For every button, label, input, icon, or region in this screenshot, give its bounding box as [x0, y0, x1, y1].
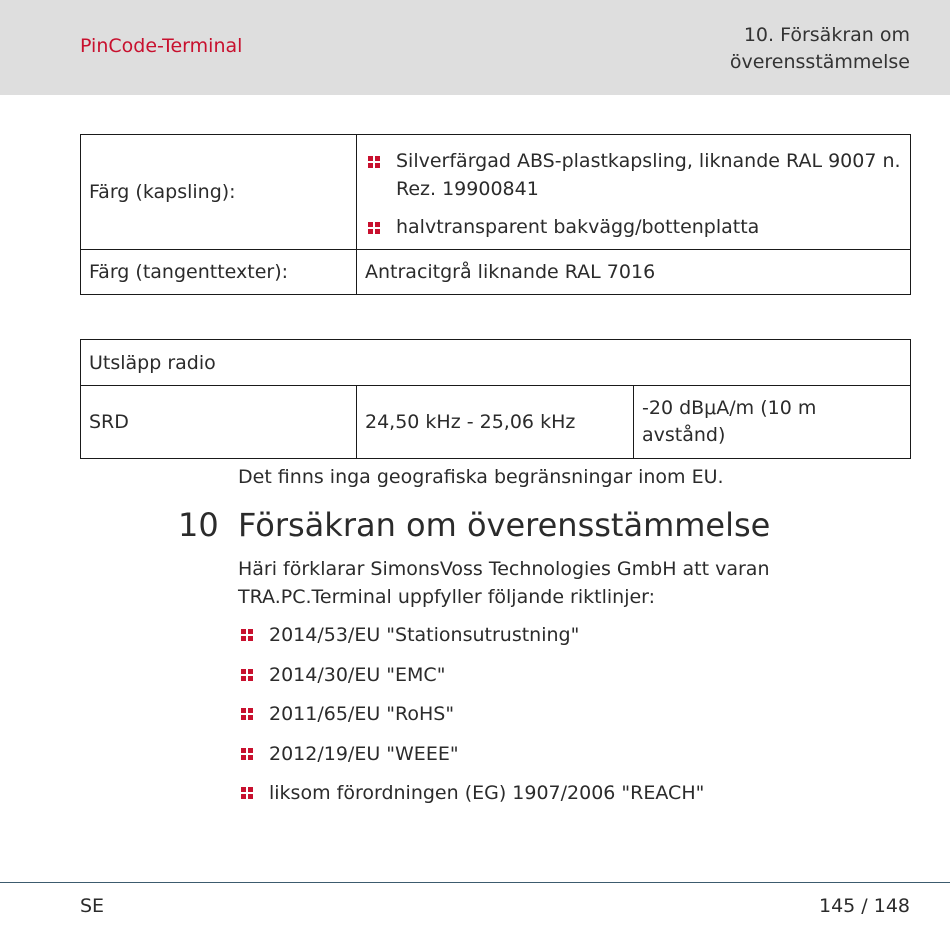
- section-title-line-2: överensstämmelse: [729, 51, 910, 73]
- directive-text: liksom förordningen (EG) 1907/2006 "REACH": [269, 782, 705, 804]
- spec-bullet-list: [365, 147, 902, 241]
- list-item: [238, 701, 878, 727]
- list-item: [365, 147, 902, 203]
- list-item: [238, 741, 878, 767]
- footer-divider: [0, 882, 950, 883]
- radio-level: -20 dBμA/m (10 m avstånd): [634, 386, 911, 459]
- list-item: [238, 622, 878, 648]
- bullet-icon: [241, 748, 254, 761]
- geo-note: Det finns inga geografiska begränsningar inom EU.: [238, 466, 724, 488]
- list-item: [238, 662, 878, 688]
- list-item: [365, 213, 902, 241]
- directive-list: [238, 622, 878, 820]
- bullet-icon: [368, 222, 381, 235]
- table-row: [81, 340, 911, 386]
- spec-label: Färg (tangenttexter):: [81, 250, 357, 295]
- directive-text: 2014/53/EU "Stationsutrustning": [269, 624, 580, 646]
- table-row: [81, 386, 911, 459]
- table-row: [81, 135, 911, 250]
- section-title-line-1: 10. Försäkran om: [743, 24, 910, 46]
- bullet-icon: [241, 787, 254, 800]
- section-heading: Försäkran om överensstämmelse: [238, 506, 771, 544]
- running-section-title: [650, 22, 910, 76]
- spec-value: [357, 135, 911, 250]
- section-number: 10: [178, 506, 219, 544]
- bullet-icon: [368, 156, 381, 169]
- bullet-icon: [241, 669, 254, 682]
- list-item: [238, 780, 878, 806]
- table-row: [81, 250, 911, 295]
- radio-emission-table: [80, 339, 911, 459]
- section-intro: Häri förklarar SimonsVoss Technologies GmbH att varan TRA.PC.Terminal uppfyller följande riktlinjer:: [238, 558, 770, 608]
- bullet-icon: [241, 629, 254, 642]
- page-number: 145 / 148: [818, 895, 910, 917]
- directive-text: 2012/19/EU "WEEE": [269, 742, 459, 765]
- list-item-text: halvtransparent bakvägg/bottenplatta: [396, 216, 760, 238]
- color-spec-table: [80, 134, 911, 295]
- spec-label: Färg (kapsling):: [81, 135, 357, 250]
- radio-frequency: 24,50 kHz - 25,06 kHz: [357, 386, 634, 459]
- list-item-text: Silverfärgad ABS-plastkapsling, liknande RAL 9007 n. Rez. 19900841: [396, 150, 901, 200]
- bullet-icon: [241, 708, 254, 721]
- footer-language: SE: [80, 895, 105, 917]
- page-header: [0, 0, 950, 95]
- product-name: PinCode-Terminal: [80, 35, 243, 57]
- spec-value: Antracitgrå liknande RAL 7016: [357, 250, 911, 295]
- radio-type: SRD: [81, 386, 357, 459]
- directive-text: 2011/65/EU "RoHS": [269, 703, 455, 725]
- table-heading: Utsläpp radio: [81, 340, 911, 386]
- directive-text: 2014/30/EU "EMC": [269, 663, 446, 686]
